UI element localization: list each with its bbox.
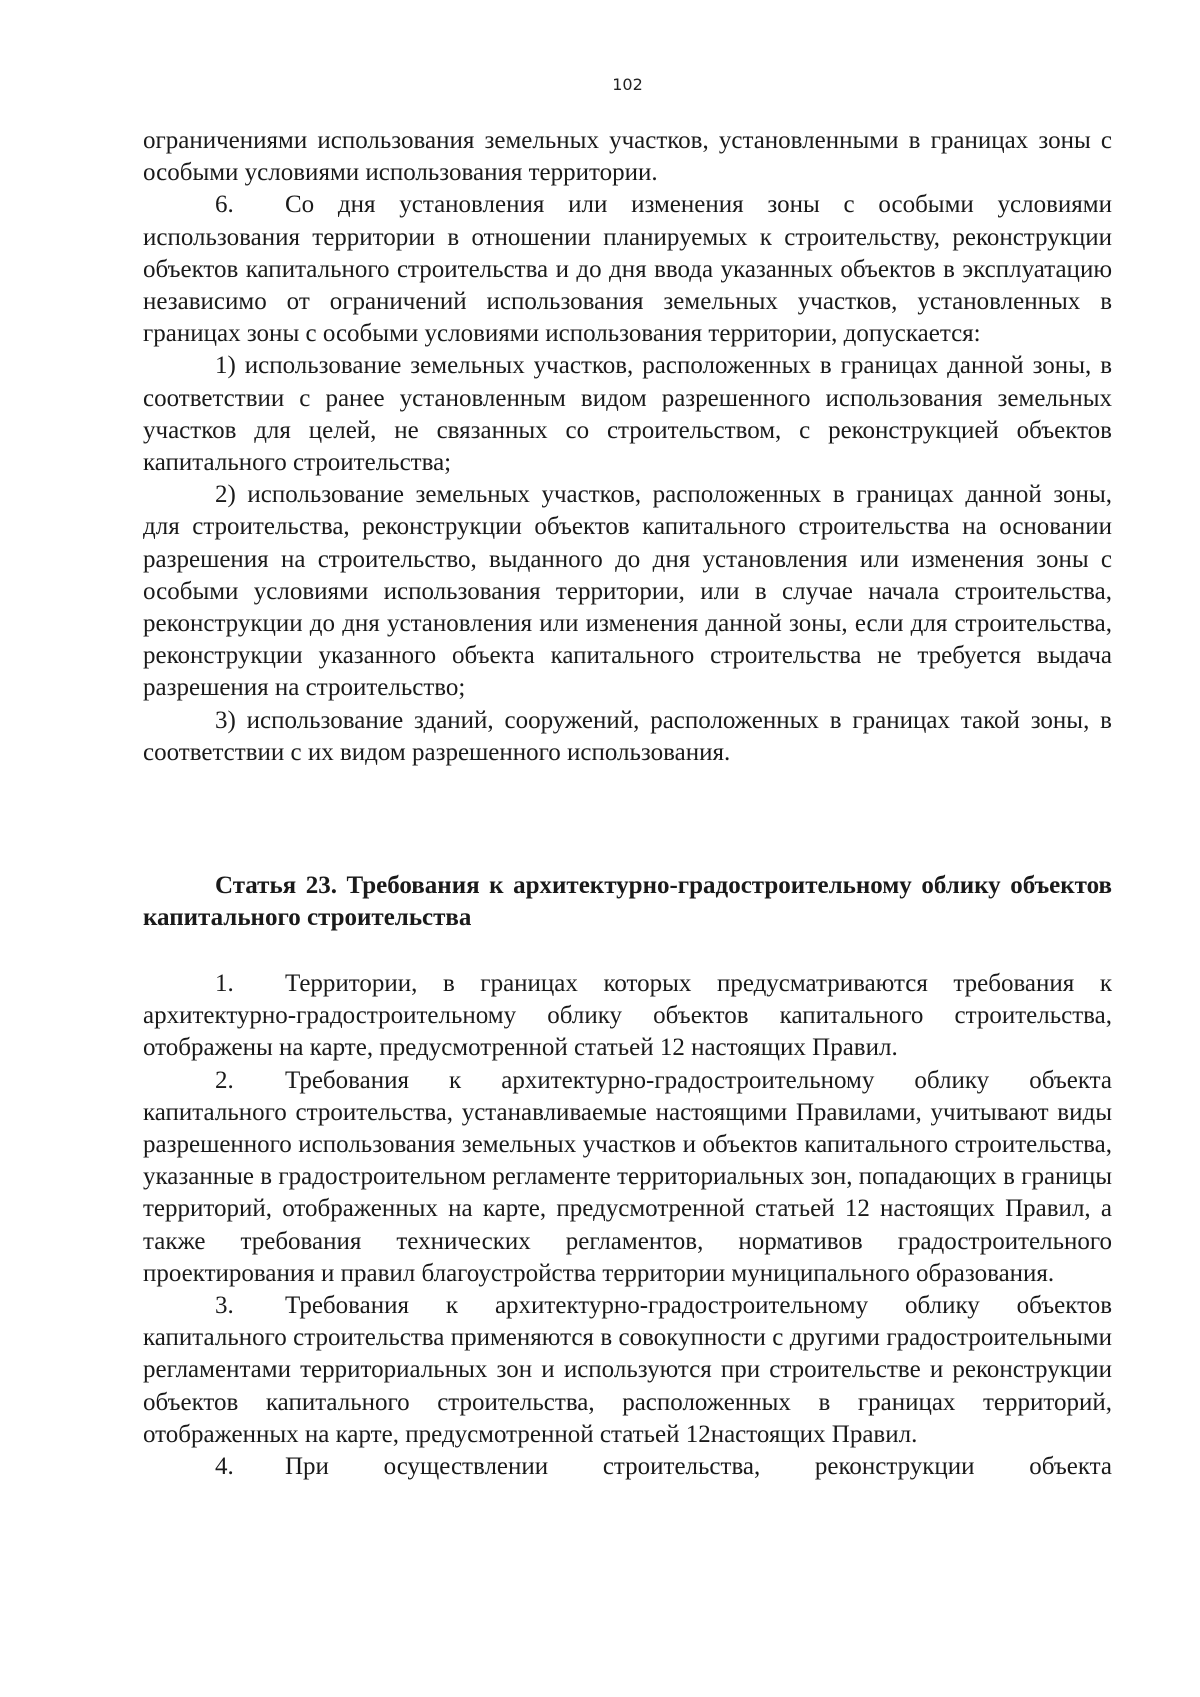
article-item-1 bbox=[143, 968, 1112, 1065]
article-heading: Статья 23. Требования к архитектурно-градостроительному облику объектов капитального строительства bbox=[143, 872, 1112, 931]
article-item-3 bbox=[143, 1290, 1112, 1451]
paragraph-text: Со дня установления или изменения зоны с особыми условиями использования территории в отношении планируемых к строительству, реконструкции объектов капитального строительства и до дня ввода указанных объектов в эксплуатацию независимо от ограничений использования земельных участков, установленных в границах зоны с особыми условиями использования территории, допускается: bbox=[143, 191, 1112, 348]
paragraph-text: Территории, в границах которых предусматриваются требования к архитектурно-градостроительному облику объектов капитального строительства, отображены на карте, предусмотренной статьей 12 настоящих Правил. bbox=[143, 970, 1112, 1062]
paragraph-number: 6. bbox=[215, 191, 234, 219]
section-continuation bbox=[143, 125, 1112, 769]
paragraph-number: 1. bbox=[215, 970, 234, 997]
subitem-3 bbox=[143, 705, 1112, 769]
page-number: 102 bbox=[612, 75, 643, 94]
paragraph-number: 2. bbox=[215, 1066, 234, 1094]
subitem-1 bbox=[143, 350, 1112, 479]
subitem-2 bbox=[143, 479, 1112, 704]
paragraph-continuation bbox=[143, 125, 1112, 189]
paragraph-text: 2) использование земельных участков, расположенных в границах данной зоны, для строительства, реконструкции объектов капитального строительства на основании разрешения на строительство, выданного до дня установления или изменения зоны с особыми условиями использования территории, или в случае начала строительства, реконструкции до дня установления или изменения данной зоны, если для строительства, реконструкции указанного объекта капитального строительства не требуется выдача разрешения на строительство; bbox=[143, 481, 1112, 702]
paragraph-text: Требования к архитектурно-градостроительному облику объекта капитального строительства, устанавливаемые настоящими Правилами, учитывают виды разрешенного использования земельных участков и объектов капитального строительства, указанные в градостроительном регламенте территориальных зон, попадающих в границы территорий, отображенных на карте, предусмотренной статьей 12 настоящих Правил, а также требования технических регламентов, нормативов градостроительного проектирования и правил благоустройства территории муниципального образования. bbox=[143, 1066, 1112, 1287]
paragraph-text: Требования к архитектурно-градостроительному облику объектов капитального строительства применяются в совокупности с другими градостроительными регламентами территориальных зон и используются при строительстве и реконструкции объектов капитального строительства, расположенных в границах территорий, отображенных на карте, предусмотренной статьей 12настоящих Правил. bbox=[143, 1292, 1112, 1448]
paragraph-item-6 bbox=[143, 189, 1112, 350]
paragraph-text: ограничениями использования земельных участков, установленными в границах зоны с особыми условиями использования территории. bbox=[143, 127, 1112, 187]
paragraph-text: 3) использование зданий, сооружений, расположенных в границах такой зоны, в соответствии с их видом разрешенного использования. bbox=[143, 706, 1112, 766]
paragraph-text: При осуществлении строительства, реконструкции объекта bbox=[285, 1453, 1112, 1481]
paragraph-text: 1) использование земельных участков, расположенных в границах данной зоны, в соответствии с ранее установленным видом разрешенного использования земельных участков для целей, не связанных со строительством, с реконструкцией объектов капитального строительства; bbox=[143, 352, 1112, 477]
article-item-4 bbox=[143, 1451, 1112, 1483]
paragraph-number: 3. bbox=[215, 1292, 234, 1320]
document-page bbox=[143, 0, 1112, 1697]
article-item-2 bbox=[143, 1065, 1112, 1290]
article-body bbox=[143, 968, 1112, 1483]
paragraph-number: 4. bbox=[215, 1453, 234, 1481]
